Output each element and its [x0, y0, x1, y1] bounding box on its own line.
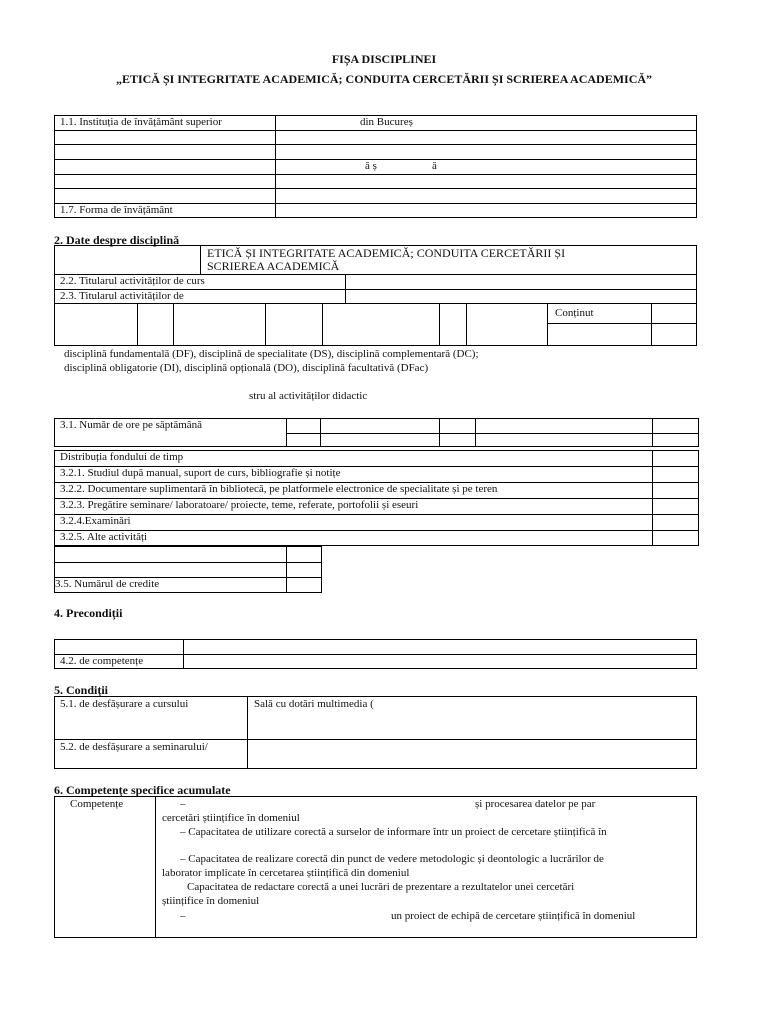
section-6-heading: 6. Competențe specifice acumulate	[54, 783, 231, 797]
competence-line-5: laborator implicate în cercetarea științifică din domeniul	[162, 867, 410, 879]
competence-line-4: – Capacitatea de realizare corectă din punct de vedere metodologic și deontologic a lucrărilor de	[180, 853, 604, 865]
hours-per-week-label: 3.1. Număr de ore pe săptămână	[60, 419, 203, 431]
time-distribution-label: Distribuția fondului de timp	[60, 451, 184, 463]
competence-precondition-label: 4.2. de competențe	[60, 655, 144, 667]
competence-dash-1: –	[180, 798, 186, 810]
seminar-conditions-label: 5.2. de desfășurare a seminarului/	[60, 741, 208, 753]
competence-dash-2: –	[180, 910, 186, 922]
section-2-heading: 2. Date despre disciplină	[54, 233, 180, 247]
time-item-1: 3.2.1. Studiul după manual, suport de curs, bibliografie și notițe	[60, 467, 341, 479]
course-holder-label: 2.2. Titularul activităților de curs	[60, 275, 205, 287]
course-conditions-value: Sală cu dotări multimedia (	[254, 698, 374, 710]
time-item-4: 3.2.4.Examinări	[60, 515, 131, 527]
section-5-heading: 5. Condiții	[54, 683, 109, 697]
section-4-heading: 4. Precondiții	[54, 606, 123, 620]
time-item-3: 3.2.3. Pregătire seminare/ laboratoare/ proiecte, teme, referate, portofolii și eseuri	[60, 499, 419, 511]
competence-line-7: științifice în domeniul	[162, 895, 260, 907]
content-label: Conținut	[555, 307, 594, 319]
time-item-2: 3.2.2. Documentare suplimentară în bibliotecă, pe platformele electronice de specialitate și pe teren	[60, 483, 498, 495]
competences-label: Competențe	[70, 798, 124, 810]
row-fragment-b: ă	[432, 160, 437, 172]
time-item-5: 3.2.5. Alte activități	[60, 531, 148, 543]
competence-line-2: cercetări științifice în domeniul	[162, 812, 300, 824]
discipline-type-note-1: disciplină fundamentală (DF), disciplină de specialitate (DS), disciplină complementară (DC);	[64, 348, 479, 360]
row-fragment-a: ă ș	[365, 160, 377, 172]
discipline-name-line1: ETICĂ ȘI INTEGRITATE ACADEMICĂ; CONDUITA CERCETĂRII ȘI	[207, 246, 566, 260]
competence-line-8: un proiect de echipă de cercetare științifică în domeniul	[391, 910, 636, 922]
document-title: FIȘA DISCIPLINEI	[331, 52, 437, 66]
competence-line-3: – Capacitatea de utilizare corectă a surselor de informare într un proiect de cercetare științifică în	[180, 826, 607, 838]
discipline-type-note-2: disciplină obligatorie (DI), disciplină opțională (DO), disciplină facultativă (DFac)	[64, 362, 429, 374]
institution-value: din Bucureș	[360, 116, 413, 128]
education-form-label: 1.7. Forma de învățământ	[60, 204, 173, 216]
credits-label: 3.5. Numărul de credite	[55, 578, 160, 590]
institution-label: 1.1. Instituția de învățământ superior	[60, 116, 222, 128]
section-3-heading-fragment: stru al activităților didactic	[249, 390, 368, 402]
competence-line-1: și procesarea datelor pe par	[475, 798, 596, 810]
seminar-holder-label: 2.3. Titularul activităților de	[60, 290, 184, 302]
competence-line-6: Capacitatea de redactare corectă a unei lucrări de prezentare a rezultatelor unei cercetări	[187, 881, 575, 893]
document-subtitle: „ETICĂ ȘI INTEGRITATE ACADEMICĂ; CONDUITA CERCETĂRII ȘI SCRIEREA ACADEMICĂ”	[115, 72, 653, 86]
discipline-name-line2: SCRIEREA ACADEMICĂ	[207, 259, 340, 273]
course-conditions-label: 5.1. de desfășurare a cursului	[60, 698, 189, 710]
